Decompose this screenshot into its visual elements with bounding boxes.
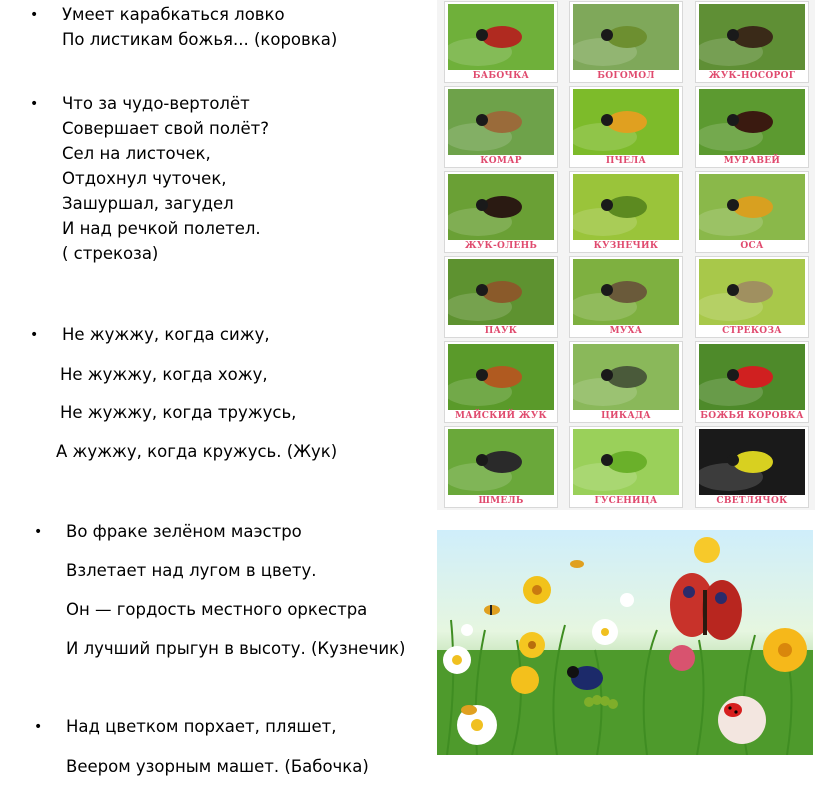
insect-card-label: БАБОЧКА (472, 71, 530, 81)
insect-card (695, 86, 809, 168)
insect-card (444, 426, 558, 508)
insect-card (569, 171, 683, 253)
insect-card (444, 1, 558, 83)
insect-card (444, 171, 558, 253)
ladybug-icon (724, 703, 742, 717)
ant-icon (699, 89, 805, 155)
bullet: • (34, 719, 43, 735)
may-beetle-icon (448, 344, 554, 410)
ladybug-icon (699, 344, 805, 410)
insect-card-label: СВЕТЛЯЧОК (716, 496, 788, 506)
dragonfly-icon (699, 259, 805, 325)
insect-card-label: СТРЕКОЗА (722, 326, 782, 336)
firefly-icon (699, 429, 805, 495)
riddle-line: ( стрекоза) (62, 244, 159, 263)
insect-card (444, 256, 558, 338)
insect-card-label: БОГОМОЛ (597, 71, 655, 81)
riddle-line: Он — гордость местного оркестра (66, 600, 368, 619)
bullet: • (34, 524, 43, 540)
caterpillar-icon (573, 429, 679, 495)
riddle-line: Не жужжу, когда хожу, (60, 365, 268, 384)
wasp-icon (699, 174, 805, 240)
insect-card (569, 426, 683, 508)
riddle-line: Совершает свой полёт? (62, 119, 269, 138)
insect-card-label: ГУСЕНИЦА (594, 496, 658, 506)
riddle-line: И лучший прыгун в высоту. (Кузнечик) (66, 639, 406, 658)
bullet: • (30, 7, 39, 23)
insect-card (569, 1, 683, 83)
insect-card (695, 256, 809, 338)
insect-card-label: МУРАВЕЙ (723, 156, 781, 166)
insect-card-label: ОСА (740, 241, 764, 251)
insect-card-label: ЖУК-ОЛЕНЬ (464, 241, 538, 251)
bee-icon (573, 89, 679, 155)
insect-card-grid (437, 0, 815, 510)
rhino-beetle-icon (699, 4, 805, 70)
bumblebee-icon (448, 429, 554, 495)
mosquito-icon (448, 89, 554, 155)
insect-card-label: ШМЕЛЬ (478, 496, 524, 506)
bullet: • (30, 327, 39, 343)
insect-card-label: ЦИКАДА (601, 411, 651, 421)
grasshopper-icon (573, 174, 679, 240)
insect-card (695, 426, 809, 508)
insect-card-label: ПЧЕЛА (605, 156, 647, 166)
insect-card-label: МАЙСКИЙ ЖУК (455, 411, 547, 421)
riddle-line: А жужжу, когда кружусь. (Жук) (56, 442, 338, 461)
mantis-icon (573, 4, 679, 70)
insect-card (695, 1, 809, 83)
insect-card-label: БОЖЬЯ КОРОВКА (700, 411, 804, 421)
stag-beetle-icon (448, 174, 554, 240)
insect-card (444, 86, 558, 168)
riddle-line: Веером узорным машет. (Бабочка) (66, 757, 369, 776)
riddle-line: Сел на листочек, (62, 144, 211, 163)
insect-card (569, 341, 683, 423)
fly-icon (573, 259, 679, 325)
cicada-icon (573, 344, 679, 410)
butterfly-icon (448, 4, 554, 70)
riddle-line: Что за чудо-вертолёт (62, 94, 250, 113)
riddle-line: Не жужжу, когда сижу, (62, 325, 270, 344)
riddle-line: Во фраке зелёном маэстро (66, 522, 302, 541)
insect-card (695, 341, 809, 423)
insect-card (569, 256, 683, 338)
insect-card-label: ЖУК-НОСОРОГ (708, 71, 796, 81)
riddle-line: Умеет карабкаться ловко (62, 5, 285, 24)
insect-card-label: КОМАР (480, 156, 522, 166)
insect-card-label: ПАУК (484, 326, 518, 336)
riddle-line: Не жужжу, когда тружусь, (60, 403, 297, 422)
insect-card (569, 86, 683, 168)
meadow-illustration (437, 530, 813, 755)
insect-card (444, 341, 558, 423)
insect-card-label: КУЗНЕЧИК (593, 241, 659, 251)
riddle-line: Над цветком порхает, пляшет, (66, 717, 337, 736)
riddle-line: По листикам божья... (коровка) (62, 30, 338, 49)
riddle-line: Отдохнул чуточек, (62, 169, 227, 188)
bullet: • (30, 96, 39, 112)
insect-card-label: МУХА (609, 326, 643, 336)
riddle-line: Взлетает над лугом в цвету. (66, 561, 317, 580)
riddle-line: И над речкой полетел. (62, 219, 261, 238)
insect-card (695, 171, 809, 253)
spider-icon (448, 259, 554, 325)
riddle-line: Зашуршал, загудел (62, 194, 234, 213)
